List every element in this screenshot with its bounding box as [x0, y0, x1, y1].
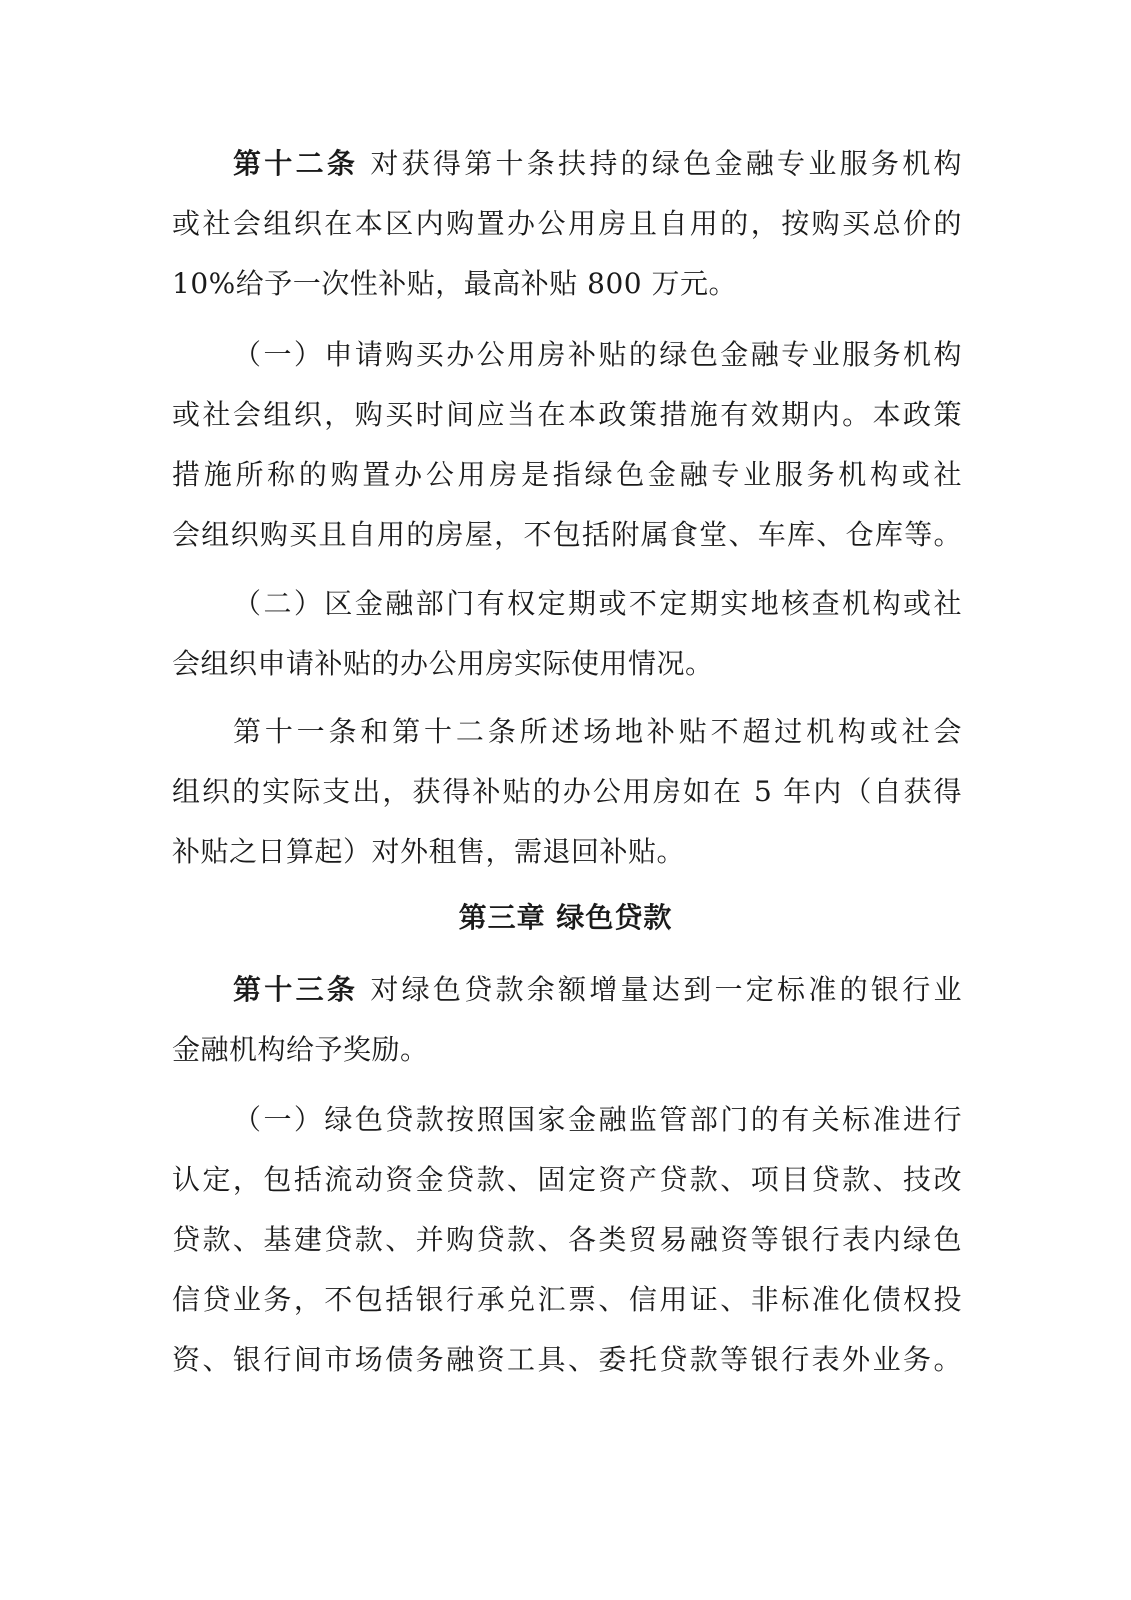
article-12-label: 第十二条	[233, 147, 359, 180]
article-13-label: 第十三条	[233, 973, 359, 1006]
article-12-item-2-line-2: 会组织申请补贴的办公用房实际使用情况。	[172, 647, 714, 680]
article-12-text-1: 对获得第十条扶持的绿色金融专业服务机构	[370, 147, 962, 180]
subsidy-note-line-1: 第十一条和第十二条所述场地补贴不超过机构或社会	[233, 715, 962, 748]
chapter-3-heading: 第三章 绿色贷款	[458, 901, 673, 934]
article-12-line-1	[233, 144, 962, 184]
article-13-line-2: 金融机构给予奖励。	[172, 1033, 429, 1066]
subsidy-note-line-3: 补贴之日算起）对外租售，需退回补贴。	[172, 835, 686, 868]
article-13-item-1-line-4: 信贷业务，不包括银行承兑汇票、信用证、非标准化债权投	[172, 1283, 962, 1316]
article-12-item-2-line-1: （二）区金融部门有权定期或不定期实地核查机构或社	[233, 587, 962, 620]
article-12-line-3: 10%给予一次性补贴，最高补贴 800 万元。	[172, 267, 737, 300]
subsidy-note-line-2: 组织的实际支出，获得补贴的办公用房如在 5 年内（自获得	[172, 775, 962, 808]
article-13-line-1	[233, 970, 962, 1010]
article-12-line-2: 或社会组织在本区内购置办公用房且自用的，按购买总价的	[172, 207, 962, 240]
article-13-text-1: 对绿色贷款余额增量达到一定标准的银行业	[370, 973, 962, 1006]
article-13-item-1-line-5: 资、银行间市场债务融资工具、委托贷款等银行表外业务。	[172, 1343, 962, 1376]
article-13-item-1-line-2: 认定，包括流动资金贷款、固定资产贷款、项目贷款、技改	[172, 1163, 962, 1196]
article-12-item-1-line-4: 会组织购买且自用的房屋，不包括附属食堂、车库、仓库等。	[172, 518, 962, 551]
article-12-item-1-line-1: （一）申请购买办公用房补贴的绿色金融专业服务机构	[233, 338, 962, 371]
article-13-item-1-line-1: （一）绿色贷款按照国家金融监管部门的有关标准进行	[233, 1103, 962, 1136]
article-12-item-1-line-2: 或社会组织，购买时间应当在本政策措施有效期内。本政策	[172, 398, 962, 431]
article-13-item-1-line-3: 贷款、基建贷款、并购贷款、各类贸易融资等银行表内绿色	[172, 1223, 962, 1256]
article-12-item-1-line-3: 措施所称的购置办公用房是指绿色金融专业服务机构或社	[172, 458, 962, 491]
